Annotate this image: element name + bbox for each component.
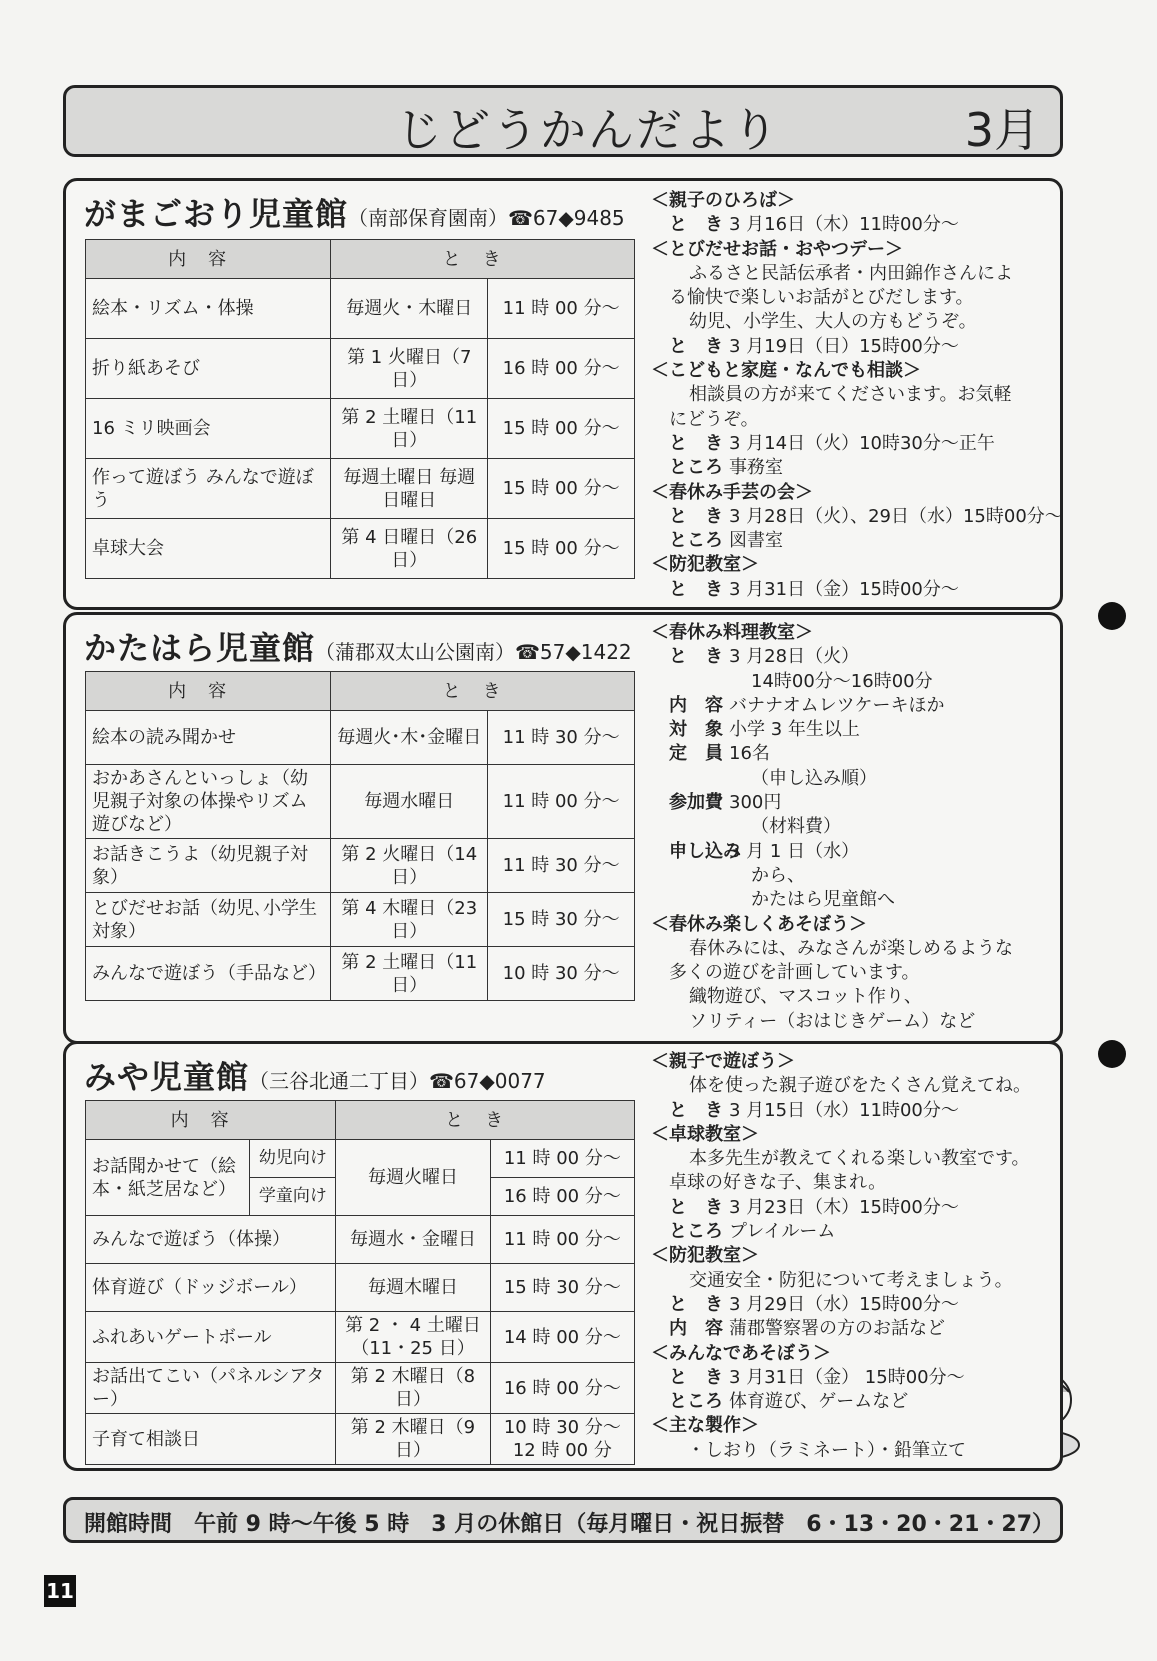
day-cell: 毎週火･木･金曜日 bbox=[331, 711, 488, 765]
event-detail bbox=[651, 1366, 1031, 1390]
content-cell: お話出てこい（パネルシアター） bbox=[86, 1363, 336, 1414]
detail-label: 参加費 bbox=[669, 792, 723, 814]
event-text: 交通安全・防犯について考えましょう。 bbox=[689, 1269, 1013, 1291]
detail-label: ところ bbox=[669, 530, 723, 552]
content-cell: おかあさんといっしょ（幼児親子対象の体操やリズム遊びなど） bbox=[86, 765, 331, 839]
event-heading: ＜みんなであそぼう＞ bbox=[651, 1342, 831, 1364]
time-cell: 10 時 30 分〜 bbox=[488, 947, 635, 1001]
target-cell: 幼児向け bbox=[250, 1140, 336, 1178]
event-list bbox=[651, 621, 1013, 1034]
event-detail-continued: かたはら児童館へ bbox=[751, 889, 895, 911]
time-cell: 16 時 00 分〜 bbox=[490, 1363, 634, 1414]
table-row bbox=[86, 1264, 635, 1312]
header-content: 内容 bbox=[86, 672, 331, 711]
event-text: ソリティー（おはじきゲーム）など bbox=[689, 1010, 976, 1032]
detail-value: 3 月15日（水）11時00分〜 bbox=[729, 1099, 959, 1121]
event-text: 春休みには、みなさんが楽しめるような bbox=[689, 937, 1013, 959]
content-cell: 絵本・リズム・体操 bbox=[86, 279, 331, 339]
detail-label: ところ bbox=[669, 1221, 723, 1243]
time-cell: 10 時 30 分〜 12 時 00 分 bbox=[490, 1414, 634, 1465]
center-address: （蒲郡双太山公園南） bbox=[315, 640, 516, 664]
time-cell: 15 時 00 分〜 bbox=[488, 459, 635, 519]
event-detail bbox=[651, 578, 1063, 602]
time-cell: 11 時 30 分〜 bbox=[488, 711, 635, 765]
section-katahara bbox=[63, 612, 1063, 1044]
content-cell: お話きこうよ（幼児親子対象） bbox=[86, 839, 331, 893]
detail-label: と き bbox=[669, 1366, 723, 1388]
event-text: にどうぞ。 bbox=[669, 408, 759, 430]
footer-bar bbox=[63, 1497, 1063, 1543]
month-label: 3月 bbox=[964, 103, 1040, 157]
section-miya bbox=[63, 1041, 1063, 1471]
day-cell: 第 2 土曜日（11日） bbox=[331, 947, 488, 1001]
table-row bbox=[86, 339, 635, 399]
event-detail bbox=[651, 840, 1013, 864]
day-cell: 毎週火・木曜日 bbox=[331, 279, 488, 339]
event-text: 卓球の好きな子、集まれ。 bbox=[669, 1172, 887, 1194]
event-detail bbox=[651, 1317, 1031, 1341]
detail-label: 対 象 bbox=[669, 719, 723, 741]
event-text: 多くの遊びを計画しています。 bbox=[669, 962, 920, 984]
day-cell: 第 2 ・ 4 土曜日（11・25 日） bbox=[336, 1312, 490, 1363]
event-detail-continued: （材料費） bbox=[751, 816, 841, 838]
table-row bbox=[86, 519, 635, 579]
table-row bbox=[86, 459, 635, 519]
opening-hours: 開館時間 午前 9 時〜午後 5 時 bbox=[84, 1512, 410, 1537]
time-cell: 16 時 00 分〜 bbox=[490, 1178, 634, 1216]
content-cell: みんなで遊ぼう（手品など） bbox=[86, 947, 331, 1001]
target-cell: 学童向け bbox=[250, 1178, 336, 1216]
header-time: とき bbox=[336, 1101, 635, 1140]
event-heading: ＜卓球教室＞ bbox=[651, 1123, 759, 1145]
event-text: 幼児、小学生、大人の方もどうぞ。 bbox=[689, 311, 977, 333]
content-cell: 卓球大会 bbox=[86, 519, 331, 579]
event-heading: ＜親子のひろば＞ bbox=[651, 190, 795, 211]
table-row bbox=[86, 1414, 635, 1465]
detail-value: 16名 bbox=[729, 743, 770, 765]
event-text: る愉快で楽しいお話がとびだします。 bbox=[669, 287, 974, 309]
detail-label: 定 員 bbox=[669, 743, 723, 765]
detail-value: 小学 3 年生以上 bbox=[729, 719, 860, 741]
event-heading: ＜とびだせお話・おやつデー＞ bbox=[651, 238, 903, 260]
event-text: 織物遊び、マスコット作り、 bbox=[689, 986, 922, 1008]
detail-value: 事務室 bbox=[729, 457, 783, 479]
day-cell: 第 2 木曜日（8 日） bbox=[336, 1363, 490, 1414]
content-cell: ふれあいゲートボール bbox=[86, 1312, 336, 1363]
title-bar bbox=[63, 85, 1063, 157]
content-cell: みんなで遊ぼう（体操） bbox=[86, 1216, 336, 1264]
schedule-table bbox=[85, 239, 635, 579]
detail-label: と き bbox=[669, 646, 723, 668]
detail-value: 3 月28日（火） bbox=[729, 646, 860, 668]
time-cell: 11 時 00 分〜 bbox=[488, 765, 635, 839]
detail-value: 図書室 bbox=[729, 530, 783, 552]
event-detail bbox=[651, 1390, 1031, 1414]
time-cell: 11 時 00 分〜 bbox=[490, 1140, 634, 1178]
day-cell: 第 2 土曜日（11日） bbox=[331, 399, 488, 459]
detail-value: 蒲郡警察署の方のお話など bbox=[729, 1318, 945, 1340]
content-cell: 絵本の読み聞かせ bbox=[86, 711, 331, 765]
event-detail bbox=[651, 1220, 1031, 1244]
time-cell: 11 時 00 分〜 bbox=[490, 1216, 634, 1264]
event-detail bbox=[651, 505, 1063, 529]
event-heading: ＜親子で遊ぼう＞ bbox=[651, 1051, 795, 1072]
event-heading: ＜主な製作＞ bbox=[651, 1415, 759, 1437]
binder-hole bbox=[1098, 602, 1126, 630]
event-detail bbox=[651, 1196, 1031, 1220]
event-text: 本多先生が教えてくれる楽しい教室です。 bbox=[689, 1148, 1030, 1170]
detail-value: 3 月19日（日）15時00分〜 bbox=[729, 335, 959, 357]
section-gamagori bbox=[63, 178, 1063, 610]
day-cell: 第 4 木曜日（23日） bbox=[331, 893, 488, 947]
event-list bbox=[651, 1050, 1031, 1463]
table-row bbox=[86, 279, 635, 339]
time-cell: 15 時 00 分〜 bbox=[488, 399, 635, 459]
event-detail bbox=[651, 1099, 1031, 1123]
detail-label: と き bbox=[669, 335, 723, 357]
event-detail bbox=[651, 335, 1063, 359]
section-header bbox=[84, 1052, 546, 1098]
day-cell: 第 2 火曜日（14日） bbox=[331, 839, 488, 893]
time-cell: 14 時 00 分〜 bbox=[490, 1312, 634, 1363]
schedule-table bbox=[85, 1100, 635, 1465]
header-time: とき bbox=[331, 672, 635, 711]
event-text: 体を使った親子遊びをたくさん覚えてね。 bbox=[689, 1075, 1031, 1097]
page-title: じどうかんだより bbox=[396, 103, 780, 157]
event-heading: ＜春休み料理教室＞ bbox=[651, 622, 813, 643]
event-heading: ＜こどもと家庭・なんでも相談＞ bbox=[651, 360, 921, 382]
day-cell: 毎週土曜日 毎週日曜日 bbox=[331, 459, 488, 519]
day-cell: 毎週水・金曜日 bbox=[336, 1216, 490, 1264]
detail-value: 3 月31日（金）15時00分〜 bbox=[729, 578, 959, 600]
event-detail bbox=[651, 529, 1063, 553]
event-detail-continued: 14時00分〜16時00分 bbox=[751, 670, 933, 692]
table-row bbox=[86, 1216, 635, 1264]
event-heading: ＜春休み楽しくあそぼう＞ bbox=[651, 913, 867, 935]
detail-label: 内 容 bbox=[669, 1318, 723, 1340]
page-number: 11 bbox=[44, 1575, 76, 1607]
day-cell: 第 2 木曜日（9 日） bbox=[336, 1414, 490, 1465]
day-cell: 毎週木曜日 bbox=[336, 1264, 490, 1312]
detail-value: 3 月31日（金） 15時00分〜 bbox=[729, 1366, 965, 1388]
content-cell: 16 ミリ映画会 bbox=[86, 399, 331, 459]
event-detail bbox=[651, 645, 1013, 669]
event-text: ふるさと民話伝承者・内田錦作さんによ bbox=[689, 262, 1013, 284]
schedule-table bbox=[85, 671, 635, 1001]
detail-label: と き bbox=[669, 1293, 723, 1315]
event-list bbox=[651, 189, 1063, 602]
detail-value: 体育遊び、ゲームなど bbox=[729, 1391, 909, 1413]
center-address: （南部保育園南） bbox=[348, 206, 509, 230]
table-row bbox=[86, 711, 635, 765]
center-name: かたはら児童館 bbox=[84, 629, 316, 667]
center-phone: ☎67◆0077 bbox=[429, 1069, 546, 1093]
detail-value: 3 月 1 日（水） bbox=[729, 840, 860, 862]
event-detail bbox=[651, 432, 1063, 456]
detail-value: バナナオムレツケーキほか bbox=[729, 694, 945, 716]
detail-label: と き bbox=[669, 214, 723, 236]
center-phone: ☎57◆1422 bbox=[515, 640, 632, 664]
detail-label: と き bbox=[669, 578, 723, 600]
event-detail bbox=[651, 742, 1013, 766]
header-time: とき bbox=[331, 240, 635, 279]
center-phone: ☎67◆9485 bbox=[508, 206, 625, 230]
time-cell: 11 時 30 分〜 bbox=[488, 839, 635, 893]
event-detail bbox=[651, 213, 1063, 237]
content-cell: とびだせお話（幼児､小学生対象） bbox=[86, 893, 331, 947]
detail-label: 申し込み bbox=[669, 840, 741, 862]
event-detail-continued: （申し込み順） bbox=[751, 767, 877, 789]
table-row bbox=[86, 947, 635, 1001]
header-content: 内容 bbox=[86, 1101, 336, 1140]
detail-label: と き bbox=[669, 1099, 723, 1121]
event-detail bbox=[651, 718, 1013, 742]
detail-label: ところ bbox=[669, 1391, 723, 1413]
center-name: みや児童館 bbox=[84, 1058, 250, 1096]
event-text: 相談員の方が来てくださいます。お気軽 bbox=[689, 384, 1012, 406]
event-detail bbox=[651, 1293, 1031, 1317]
detail-value: 3 月14日（火）10時30分〜正午 bbox=[729, 432, 995, 454]
event-heading: ＜春休み手芸の会＞ bbox=[651, 481, 813, 503]
content-cell: お話聞かせて（絵本・紙芝居など） bbox=[86, 1140, 250, 1216]
detail-label: と き bbox=[669, 432, 723, 454]
content-cell: 子育て相談日 bbox=[86, 1414, 336, 1465]
header-content: 内容 bbox=[86, 240, 331, 279]
time-cell: 15 時 00 分〜 bbox=[488, 519, 635, 579]
detail-label: と き bbox=[669, 1196, 723, 1218]
center-name: がまごおり児童館 bbox=[84, 195, 349, 233]
closed-days: 3 月の休館日（毎月曜日・祝日振替 6・13・20・21・27） bbox=[431, 1512, 1055, 1537]
event-text: ・しおり（ラミネート）・鉛筆立て bbox=[669, 1439, 966, 1461]
detail-value: 3 月23日（木）15時00分〜 bbox=[729, 1196, 959, 1218]
table-row bbox=[86, 1140, 635, 1178]
table-row bbox=[86, 1363, 635, 1414]
table-row bbox=[86, 1312, 635, 1363]
detail-value: 3 月28日（火）、29日（水）15時00分〜 bbox=[729, 505, 1063, 527]
detail-value: 3 月29日（水）15時00分〜 bbox=[729, 1293, 959, 1315]
center-address: （三谷北通二丁目） bbox=[249, 1069, 430, 1093]
detail-label: と き bbox=[669, 505, 723, 527]
time-cell: 15 時 30 分〜 bbox=[488, 893, 635, 947]
event-heading: ＜防犯教室＞ bbox=[651, 554, 759, 576]
day-cell: 第 4 日曜日（26日） bbox=[331, 519, 488, 579]
content-cell: 作って遊ぼう みんなで遊ぼう bbox=[86, 459, 331, 519]
event-heading: ＜防犯教室＞ bbox=[651, 1245, 759, 1267]
detail-label: 内 容 bbox=[669, 694, 723, 716]
day-cell: 第 1 火曜日（7 日） bbox=[331, 339, 488, 399]
content-cell: 折り紙あそび bbox=[86, 339, 331, 399]
detail-value: 300円 bbox=[729, 792, 782, 814]
event-detail bbox=[651, 791, 1013, 815]
event-detail bbox=[651, 456, 1063, 480]
table-row bbox=[86, 839, 635, 893]
table-row bbox=[86, 765, 635, 839]
detail-value: プレイルーム bbox=[729, 1221, 836, 1243]
time-cell: 16 時 00 分〜 bbox=[488, 339, 635, 399]
binder-hole bbox=[1098, 1040, 1126, 1068]
detail-label: ところ bbox=[669, 457, 723, 479]
event-detail bbox=[651, 694, 1013, 718]
section-header bbox=[84, 189, 625, 235]
day-cell: 毎週火曜日 bbox=[336, 1140, 490, 1216]
content-cell: 体育遊び（ドッジボール） bbox=[86, 1264, 336, 1312]
table-row bbox=[86, 893, 635, 947]
table-row bbox=[86, 399, 635, 459]
time-cell: 11 時 00 分〜 bbox=[488, 279, 635, 339]
day-cell: 毎週水曜日 bbox=[331, 765, 488, 839]
section-header bbox=[84, 623, 632, 669]
event-detail-continued: から、 bbox=[751, 864, 805, 886]
detail-value: 3 月16日（木）11時00分〜 bbox=[729, 214, 959, 236]
time-cell: 15 時 30 分〜 bbox=[490, 1264, 634, 1312]
